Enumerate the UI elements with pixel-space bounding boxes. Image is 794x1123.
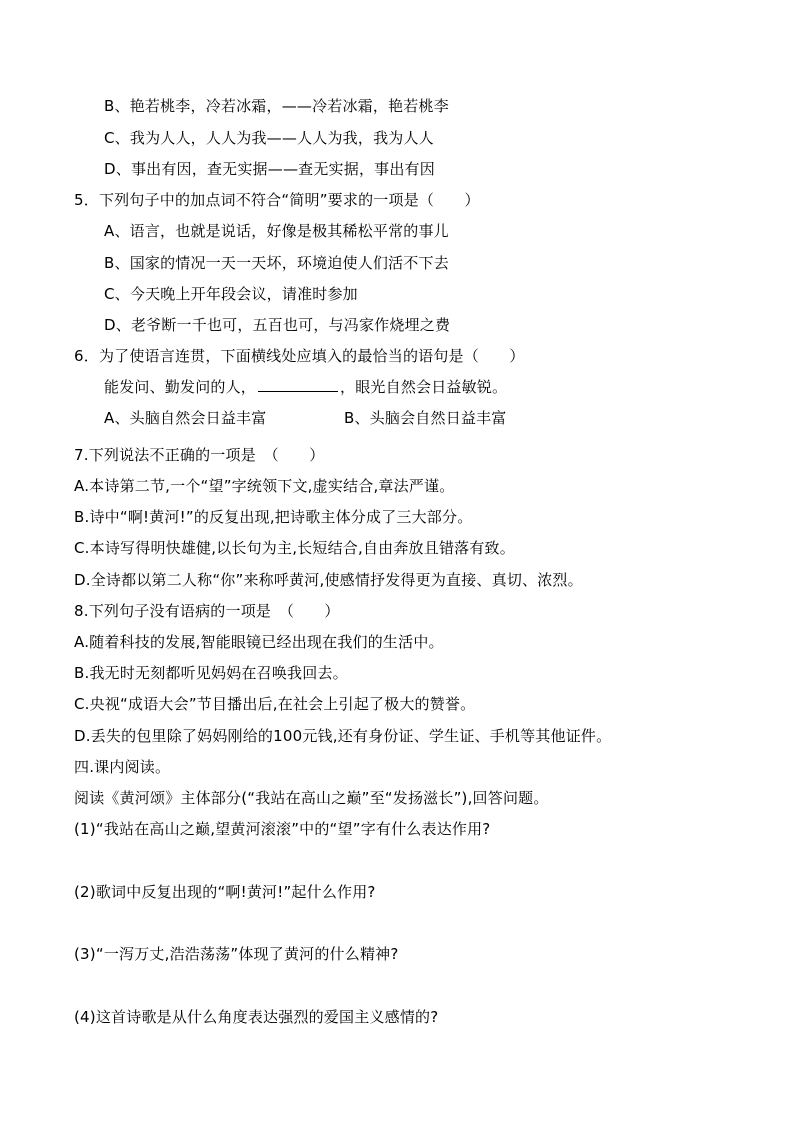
q7-option-a: A.本诗第二节,一个“望”字统领下文,虚实结合,章法严谨。 (74, 477, 455, 495)
q6-stem: 6．为了使语言连贯，下面横线处应填入的最恰当的语句是（ ） (74, 347, 525, 365)
q4-option-c: C、我为人人，人人为我——人人为我，我为人人 (104, 129, 434, 147)
q5-stem: 5．下列句子中的加点词不符合“简明”要求的一项是（ ） (74, 191, 480, 209)
section4-heading: 四.课内阅读。 (74, 758, 171, 776)
reading-question-3: (3)“一泻万丈,浩浩荡荡”体现了黄河的什么精神? (74, 945, 399, 963)
q7-option-c: C.本诗写得明快雄健,以长句为主,长短结合,自由奔放且错落有致。 (74, 539, 515, 557)
q6-option-a: A、头脑自然会日益丰富 (104, 409, 267, 427)
q6-sentence-after: ，眼光自然会日益敏锐。 (340, 378, 508, 396)
reading-question-4: (4)这首诗歌是从什么角度表达强烈的爱国主义感情的? (74, 1008, 439, 1026)
q8-stem: 8.下列句子没有语病的一项是 （ ） (74, 602, 340, 620)
q5-option-c: C、今天晚上开年段会议，请准时参加 (104, 285, 358, 303)
q8-option-c: C.央视“成语大会”节目播出后,在社会上引起了极大的赞誉。 (74, 695, 476, 713)
q7-option-b: B.诗中“啊!黄河!”的反复出现,把诗歌主体分成了三大部分。 (74, 508, 473, 526)
q6-sentence-before: 能发问、勤发问的人， (104, 378, 257, 396)
q8-option-b: B.我无时无刻都听见妈妈在召唤我回去。 (74, 664, 348, 682)
q5-option-a: A、语言，也就是说话，好像是极其稀松平常的事儿 (104, 222, 449, 240)
q6-option-b: B、头脑会自然日益丰富 (344, 409, 507, 427)
q4-option-b: B、艳若桃李，冷若冰霜，——冷若冰霜，艳若桃李 (104, 97, 449, 115)
q8-option-d: D.丢失的包里除了妈妈刚给的100元钱,还有身份证、学生证、手机等其他证件。 (74, 727, 612, 745)
section4-intro: 阅读《黄河颂》主体部分(“我站在高山之巅”至“发扬滋长”),回答问题。 (74, 789, 549, 807)
q6-answer-blank[interactable] (258, 377, 338, 392)
q6-sentence (104, 377, 507, 397)
q8-option-a: A.随着科技的发展,智能眼镜已经出现在我们的生活中。 (74, 633, 444, 651)
q7-stem: 7.下列说法不正确的一项是 （ ） (74, 446, 325, 464)
reading-question-2: (2)歌词中反复出现的“啊!黄河!”起什么作用? (74, 883, 376, 901)
q7-option-d: D.全诗都以第二人称“你”来称呼黄河,使感情抒发得更为直接、真切、浓烈。 (74, 571, 583, 589)
q5-option-b: B、国家的情况一天一天坏，环境迫使人们活不下去 (104, 254, 449, 272)
q4-option-d: D、事出有因，查无实据——查无实据，事出有因 (104, 160, 435, 178)
q5-option-d: D、老爷断一千也可，五百也可，与冯家作烧埋之费 (104, 316, 451, 334)
reading-question-1: (1)“我站在高山之巅,望黄河滚滚”中的“望”字有什么表达作用? (74, 820, 491, 838)
